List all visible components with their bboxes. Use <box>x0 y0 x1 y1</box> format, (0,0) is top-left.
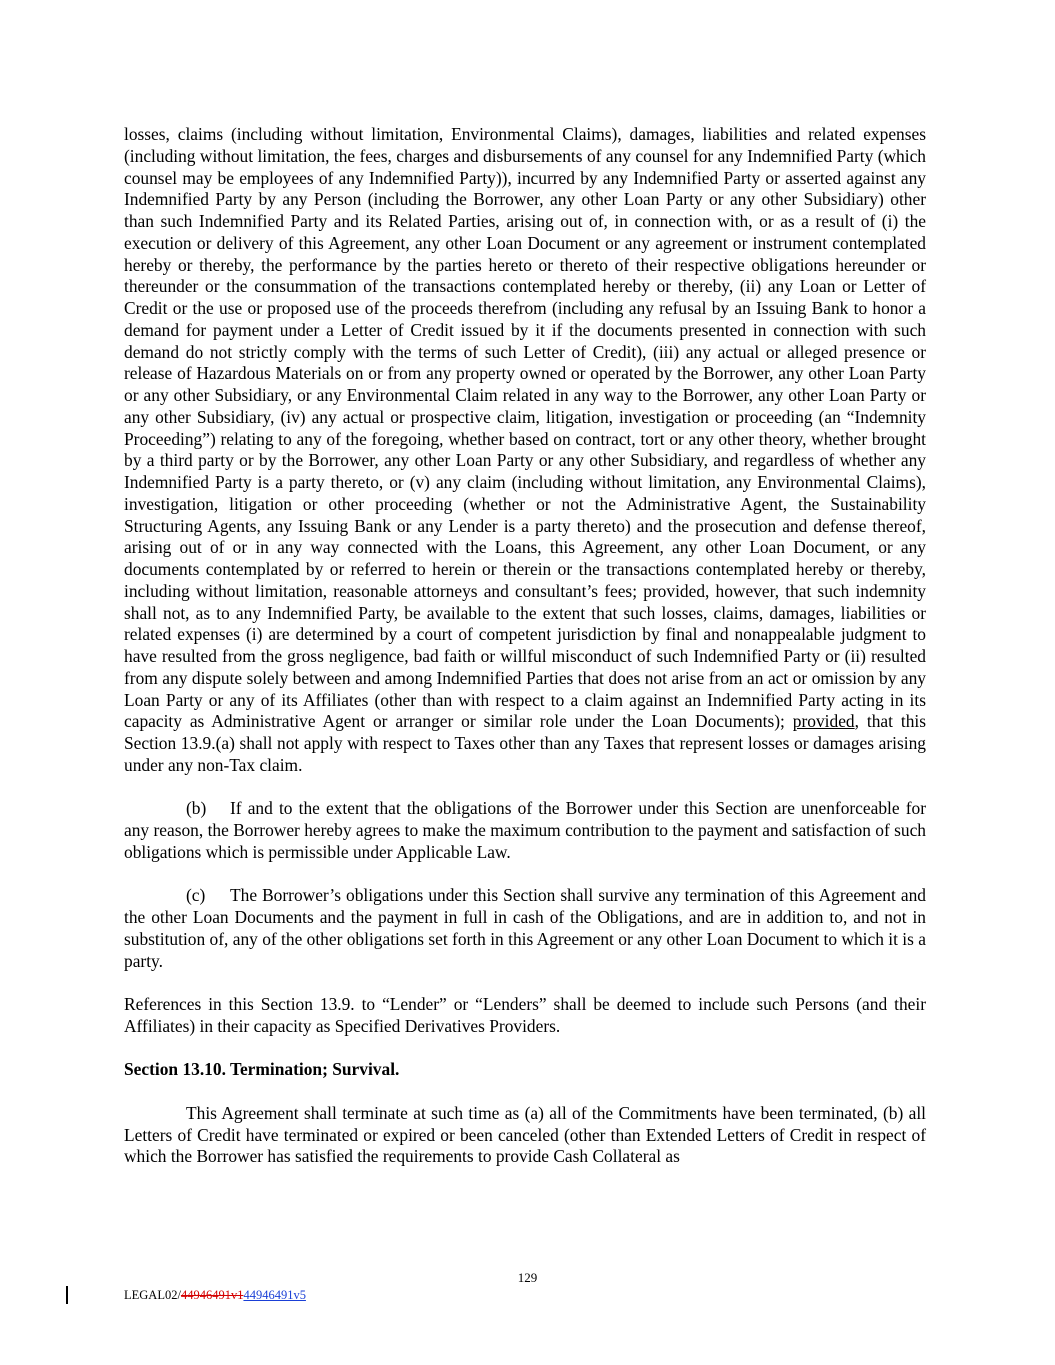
doc-id-prefix: LEGAL02/ <box>124 1288 181 1302</box>
document-id-footer <box>124 1288 306 1303</box>
paragraph-indemnity <box>124 124 926 777</box>
provided-term: provided <box>792 711 855 732</box>
document-body <box>124 124 926 1190</box>
paragraph-b <box>124 798 926 863</box>
change-bar <box>66 1286 68 1304</box>
clause-label-b: (b) <box>186 798 207 819</box>
paragraph-termination: This Agreement shall terminate at such time as (a) all of the Commitments have been terminated, (b) all Letters of Credit have terminated or expired or been canceled (other than Extended Letters of Credit in respect of which the Borrower has satisfied the requirements to provide Cash Collateral as <box>124 1102 926 1167</box>
section-heading: Section 13.10. Termination; Survival. <box>124 1059 400 1080</box>
paragraph-references: References in this Section 13.9. to “Lender” or “Lenders” shall be deemed to include such Persons (and their Affiliates) in their capacity as Specified Derivatives Providers. <box>124 994 926 1036</box>
indemnity-text: losses, claims (including without limitation, Environmental Claims), damages, liabilities and related expenses (including without limitation, the fees, charges and disbursements of any counsel for any Indemnified Party (which counsel may be employees of any Indemnified Party)), incurred by any Indemnified Party or asserted against any Indemnified Party by any Person (including the Borrower, any other Loan Party or any other Subsidiary) other than such Indemnified Party and its Related Parties, arising out of, in connection with, or as a result of (i) the execution or delivery of this Agreement, any other Loan Document or any agreement or instrument contemplated hereby or thereby, the performance by the parties hereto or thereto of their respective obligations hereunder or thereunder or the consummation of the transactions contemplated hereby or thereby, (ii) any Loan or Letter of Credit or the use or proposed use of the proceeds therefrom (including any refusal by an Issuing Bank to honor a demand for payment under a Letter of Credit issued by it if the documents presented in connection with such demand do not strictly comply with the terms of such Letter of Credit), (iii) any actual or alleged presence or release of Hazardous Materials on or from any property owned or operated by the Borrower, any other Loan Party or any other Subsidiary, or any Environmental Claim related in any way to the Borrower, any other Loan Party or any other Subsidiary, (iv) any actual or prospective claim, litigation, investigation or proceeding (an “Indemnity Proceeding”) relating to any of the foregoing, whether based on contract, tort or any other theory, whether brought by a third party or by the Borrower, any other Loan Party or any other Subsidiary, and regardless of whether any Indemnified Party is a party thereto, or (v) any claim (including without limitation, any Environmental Claims), investigation, litigation or other proceeding (whether or not the Administrative Agent, the Sustainability Structuring Agents, any Issuing Bank or any Lender is a party thereto) and the prosecution and defense thereof, arising out of or in any way connected with the Loans, this Agreement, any other Loan Document, or any documents contemplated by or referred to herein or therein or the transactions contemplated hereby or thereby, including without limitation, reasonable attorneys and consultant’s fees; provided, however, that such indemnity shall not, as to any Indemnified Party, be available to the extent that such losses, claims, damages, liabilities or related expenses (i) are determined by a court of competent jurisdiction by final and nonappealable judgment to have resulted from the gross negligence, bad faith or willful misconduct of such Indemnified Party or (ii) resulted from any dispute solely between and among Indemnified Parties that does not arise from an act or omission by any Loan Party or any of its Affiliates (other than with respect to a claim against an Indemnified Party acting in its capacity as Administrative Agent or arranger or similar role under the Loan Documents); <box>124 124 926 732</box>
page-number: 129 <box>517 1270 538 1285</box>
clause-label-c: (c) <box>186 885 206 906</box>
clause-text-c: The Borrower’s obligations under this Section shall survive any termination of this Agreement and the other Loan Documents and the payment in full in cash of the Obligations, and are in addition to, and not in substitution of, any of the other obligations set forth in this Agreement or any other Loan Document to which it is a party. <box>124 885 926 971</box>
doc-id-deleted: 44946491v1 <box>180 1288 244 1302</box>
doc-id-inserted: 44946491v5 <box>243 1288 306 1302</box>
paragraph-c <box>124 885 926 972</box>
clause-text-b: If and to the extent that the obligations of the Borrower under this Section are unenforceable for any reason, the Borrower hereby agrees to make the maximum contribution to the payment and satisfaction of such obligations which is permissible under Applicable Law. <box>124 798 926 862</box>
indemnity-tail: , that this Section 13.9.(a) shall not apply with respect to Taxes other than any Taxes that represent losses or damages arising under any non-Tax claim. <box>124 711 926 775</box>
